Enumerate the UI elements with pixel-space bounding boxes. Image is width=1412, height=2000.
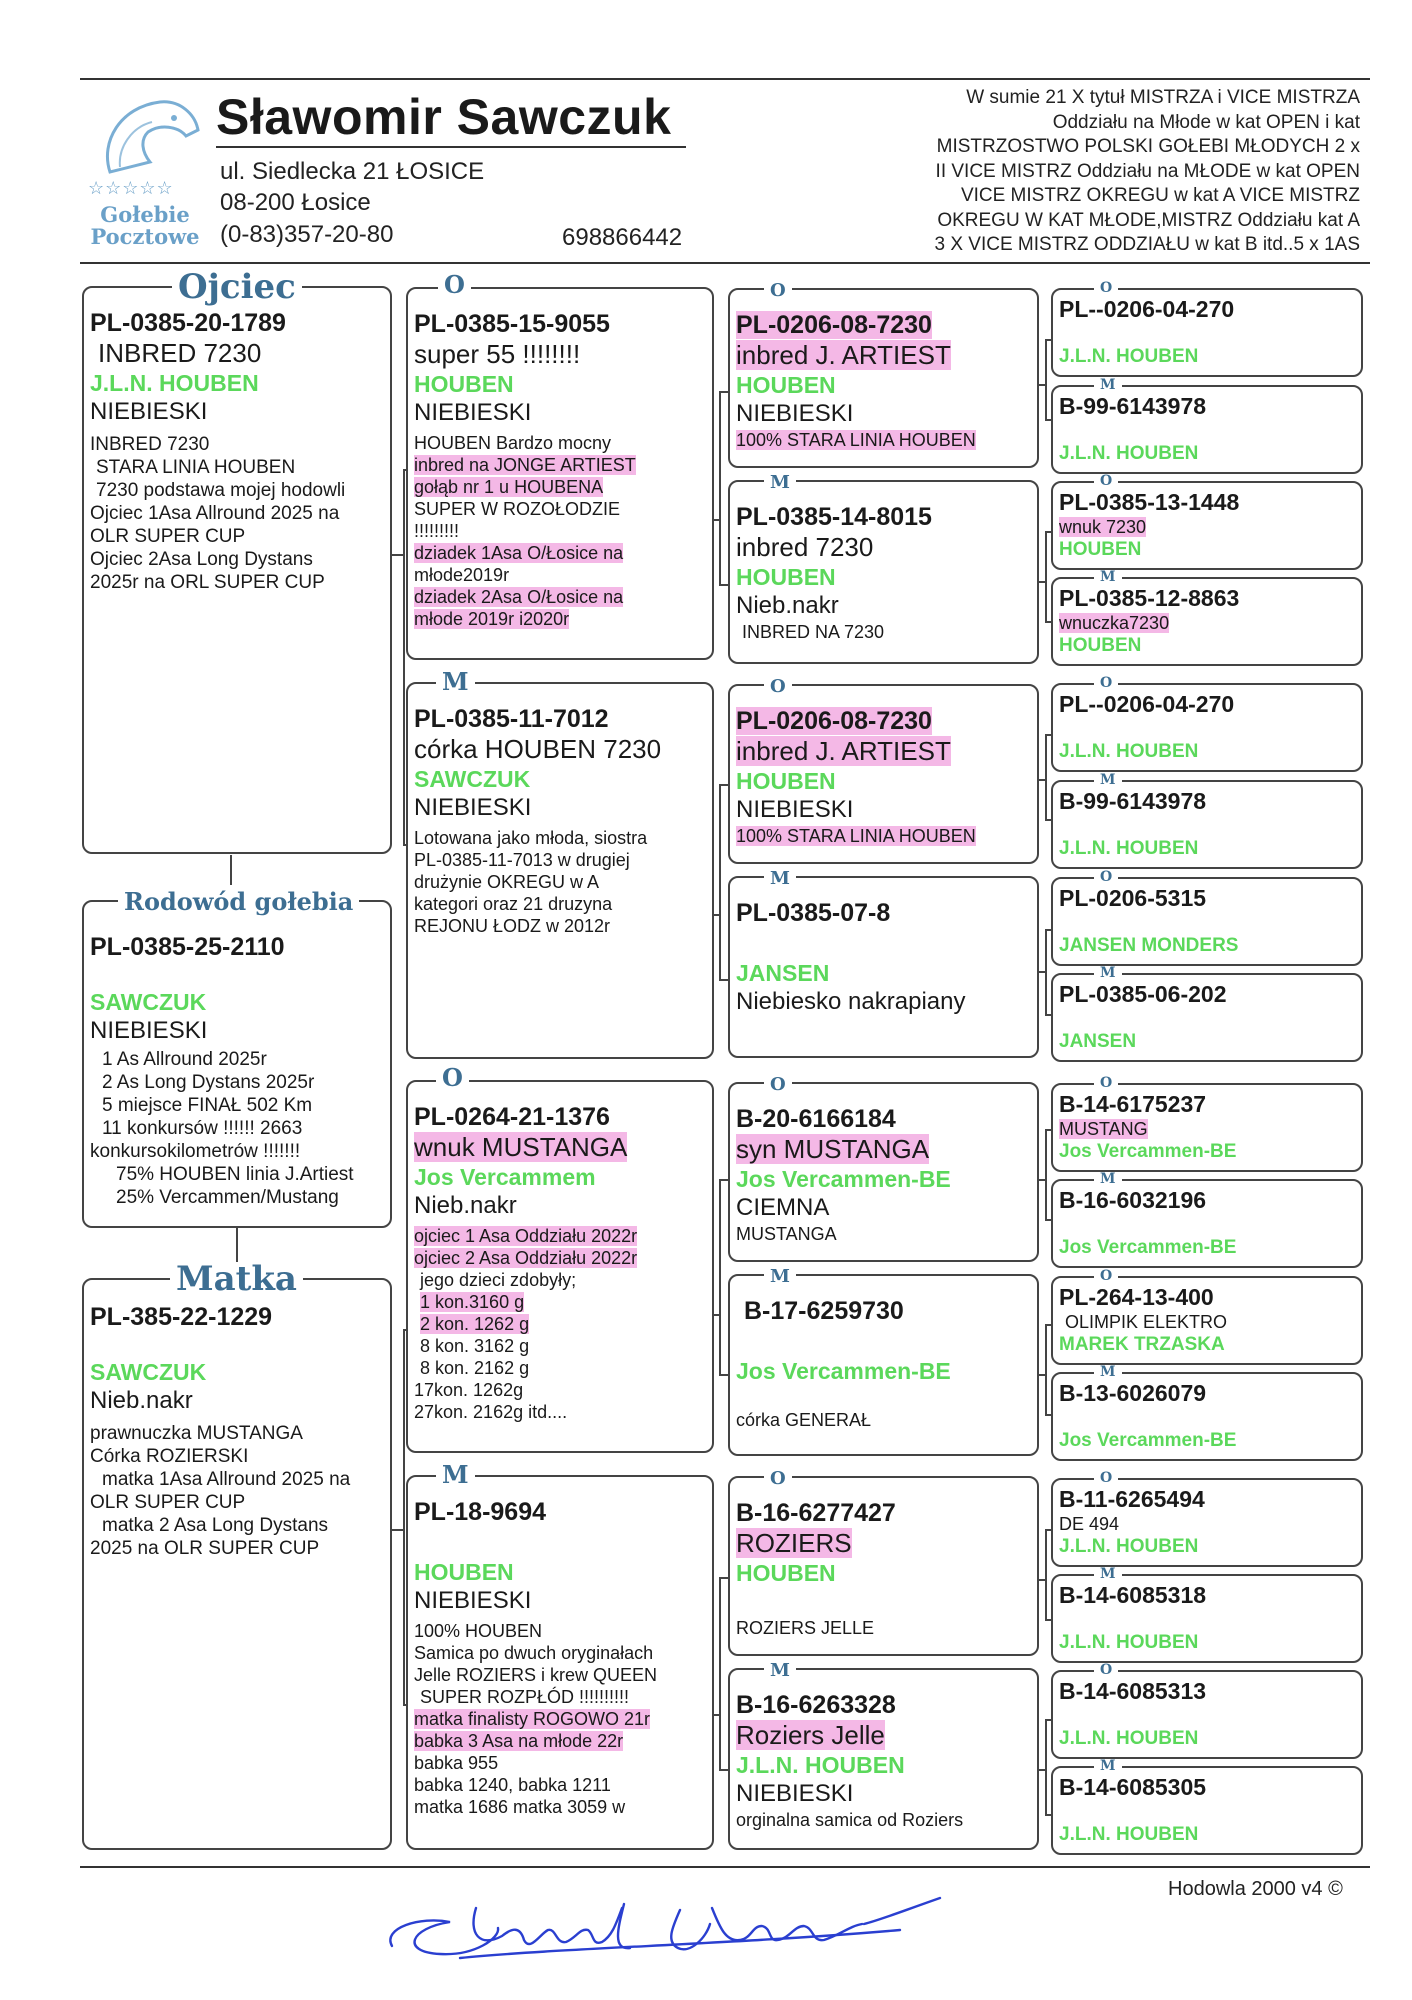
father-caption: Ojciec	[172, 270, 302, 304]
grandsire-maternal-description: ojciec 1 Asa Oddziału 2022r ojciec 2 Asa Oddziału 2022r jego dzieci zdobyły; 1 kon.3160 g 2 kon. 1262 g 8 kon. 3162 g 8 kon. 2162 g 17kon. 1262g 27kon. 2162g itd....	[414, 1226, 638, 1422]
breeder-mobile: 698866442	[562, 224, 683, 251]
subject-card[interactable]	[82, 900, 392, 1228]
ggg-note-8	[1059, 1008, 1355, 1030]
granddam-paternal-ring: PL-0385-11-7012	[414, 705, 609, 733]
ggg-2-m-label: M	[1094, 378, 1122, 392]
ggg-ring-2: B-99-6143978	[1059, 393, 1207, 419]
ggg-ring-4: PL-0385-12-8863	[1059, 585, 1240, 611]
ggg-4-m-label: M	[1094, 570, 1122, 584]
ggg-breed-7: JANSEN MONDERS	[1059, 935, 1239, 956]
ggg-ring-7: PL-0206-5315	[1059, 885, 1207, 911]
ggg-ring-9: B-14-6175237	[1059, 1091, 1207, 1117]
gg-breed-4: JANSEN	[736, 960, 830, 986]
gg-ring-1: PL-0206-08-7230	[736, 311, 932, 339]
ggg-16-m-label: M	[1094, 1759, 1122, 1773]
gg-breed-8: J.L.N. HOUBEN	[736, 1752, 905, 1778]
ggg-5-o-label: O	[1094, 676, 1118, 690]
ggg-card-10[interactable]	[1051, 1179, 1363, 1268]
ggg-breed-2: J.L.N. HOUBEN	[1059, 443, 1199, 464]
ggg-card-14[interactable]	[1051, 1574, 1363, 1663]
breeder-street: ul. Siedlecka 21 ŁOSICE	[220, 158, 485, 185]
ggg-breed-15: J.L.N. HOUBEN	[1059, 1728, 1199, 1749]
gg-ring-4: PL-0385-07-8	[736, 899, 891, 927]
gg-card-5[interactable]	[728, 1082, 1039, 1262]
ggg-card-5[interactable]	[1051, 683, 1363, 772]
ggg-breed-8: JANSEN	[1059, 1031, 1137, 1052]
ggg-breed-16: J.L.N. HOUBEN	[1059, 1824, 1199, 1845]
ggg-note-4: wnuczka7230	[1059, 613, 1170, 633]
grandsire-paternal-color: NIEBIESKI	[414, 399, 532, 426]
gg-card-4[interactable]	[728, 876, 1039, 1058]
grandsire-maternal-breed: Jos Vercammem	[414, 1164, 596, 1190]
grandsire-paternal-o-label: O	[438, 273, 471, 297]
ggg-card-16[interactable]	[1051, 1766, 1363, 1855]
granddam-maternal-description: 100% HOUBEN Samica po dwuch oryginałach Jelle ROZIERS i krew QUEEN SUPER ROZPŁÓD !!!!!!!!!! matka finalisty ROGOWO 21r babka 3 Asa na młode 22r babka 955 babka 1240, babka 1211 matka 1686 matka 3059 w	[414, 1621, 658, 1817]
gg-desc-3: 100% STARA LINIA HOUBEN	[736, 826, 976, 846]
gg-breed-6: Jos Vercammen-BE	[736, 1358, 951, 1384]
breeder-phone: (0-83)357-20-80	[220, 221, 394, 248]
ggg-8-m-label: M	[1094, 966, 1122, 980]
ggg-ring-13: B-11-6265494	[1059, 1486, 1205, 1512]
gg-ring-6: B-17-6259730	[744, 1297, 904, 1325]
gg-3-o-label: O	[764, 678, 792, 696]
ggg-ring-12: B-13-6026079	[1059, 1380, 1207, 1406]
gg-2-m-label: M	[764, 474, 796, 492]
grandsire-maternal-color: Nieb.nakr	[414, 1192, 517, 1219]
gg-color-8: NIEBIESKI	[736, 1780, 854, 1807]
granddam-maternal-breed: HOUBEN	[414, 1559, 514, 1585]
father-breed: J.L.N. HOUBEN	[90, 370, 259, 396]
logo-stars: ☆☆☆☆☆	[88, 178, 174, 198]
gg-breed-2: HOUBEN	[736, 564, 836, 590]
gg-name-8: Roziers Jelle	[736, 1720, 885, 1750]
granddam-maternal-color: NIEBIESKI	[414, 1587, 532, 1614]
ggg-note-14	[1059, 1609, 1355, 1631]
mother-card[interactable]	[82, 1278, 392, 1850]
gg-color-5: CIEMNA	[736, 1194, 830, 1221]
ggg-ring-8: PL-0385-06-202	[1059, 981, 1227, 1007]
ggg-card-1[interactable]	[1051, 288, 1363, 377]
achievements: W sumie 21 X tytuł MISTRZA i VICE MISTRZA Oddziału na Młode w kat OPEN i kat MISTRZOSTWO POLSKI GOŁEBI MŁODYCH 2 x II VICE MISTRZ Oddziału na MŁODE w kat OPEN VICE MISTRZ OKREGU w kat A VICE MISTRZ OKREGU W KAT MŁODE,MISTRZ Oddziału kat A 3 X VICE MISTRZ ODDZIAŁU w kat B itd..5 x 1AS	[934, 87, 1360, 255]
ggg-breed-14: J.L.N. HOUBEN	[1059, 1632, 1199, 1653]
ggg-12-m-label: M	[1094, 1365, 1122, 1379]
mother-description: prawnuczka MUSTANGA Córka ROZIERSKI matka 1Asa Allround 2025 na OLR SUPER CUP matka 2 Asa Long Dystans 2025 na OLR SUPER CUP	[90, 1423, 351, 1559]
ggg-card-3[interactable]	[1051, 481, 1363, 570]
ggg-note-15	[1059, 1705, 1355, 1727]
ggg-breed-13: J.L.N. HOUBEN	[1059, 1536, 1199, 1557]
gg-color-6	[736, 1385, 1031, 1409]
granddam-paternal-m-label: M	[436, 670, 475, 694]
gg-ring-3: PL-0206-08-7230	[736, 707, 932, 735]
gg-breed-5: Jos Vercammen-BE	[736, 1166, 951, 1192]
gg-card-2[interactable]	[728, 480, 1039, 664]
ggg-breed-6: J.L.N. HOUBEN	[1059, 838, 1199, 859]
father-description: INBRED 7230 STARA LINIA HOUBEN 7230 podstawa mojej hodowli Ojciec 1Asa Allround 2025 na OLR SUPER CUP Ojciec 2Asa Long Dystans 2025r na ORL SUPER CUP	[90, 434, 346, 593]
ggg-note-13: DE 494	[1059, 1514, 1120, 1534]
handwritten-signature	[380, 1868, 980, 1968]
ggg-card-13[interactable]	[1051, 1478, 1363, 1567]
ggg-ring-14: B-14-6085318	[1059, 1582, 1207, 1608]
ggg-ring-11: PL-264-13-400	[1059, 1284, 1214, 1310]
ggg-14-m-label: M	[1094, 1567, 1122, 1581]
grandsire-maternal-card[interactable]	[406, 1080, 714, 1453]
ggg-ring-1: PL--0206-04-270	[1059, 296, 1235, 322]
ggg-9-o-label: O	[1094, 1076, 1118, 1090]
grandsire-paternal-card[interactable]	[406, 287, 714, 660]
father-color: NIEBIESKI	[90, 398, 208, 425]
granddam-paternal-description: Lotowana jako młoda, siostra PL-0385-11-7013 w drugiej drużynie OKREGU w A kategori oraz 21 druzyna REJONU ŁODZ w 2012r	[414, 828, 648, 936]
gg-color-2: Nieb.nakr	[736, 592, 839, 619]
grandsire-paternal-breed: HOUBEN	[414, 371, 514, 397]
gg-card-6[interactable]	[728, 1274, 1039, 1456]
ggg-card-11[interactable]	[1051, 1276, 1363, 1365]
gg-6-m-label: M	[764, 1268, 796, 1286]
gg-breed-3: HOUBEN	[736, 768, 836, 794]
ggg-note-7	[1059, 912, 1355, 934]
gg-card-1[interactable]	[728, 288, 1039, 468]
ggg-note-1	[1059, 323, 1355, 345]
father-card[interactable]	[82, 286, 392, 854]
gg-4-m-label: M	[764, 870, 796, 888]
ggg-breed-12: Jos Vercammen-BE	[1059, 1430, 1237, 1451]
gg-7-o-label: O	[764, 1470, 792, 1488]
gg-name-1: inbred J. ARTIEST	[736, 340, 951, 370]
grandsire-maternal-ring: PL-0264-21-1376	[414, 1103, 610, 1131]
gg-color-3: NIEBIESKI	[736, 796, 854, 823]
gg-desc-2: INBRED NA 7230	[742, 622, 885, 642]
ggg-6-m-label: M	[1094, 773, 1122, 787]
ggg-card-6[interactable]	[1051, 780, 1363, 869]
gg-ring-7: B-16-6277427	[736, 1499, 896, 1527]
software-version: Hodowla 2000 v4 ©	[1168, 1878, 1343, 1900]
ggg-note-9: MUSTANG	[1059, 1119, 1148, 1139]
ggg-ring-16: B-14-6085305	[1059, 1774, 1207, 1800]
ggg-card-8[interactable]	[1051, 973, 1363, 1062]
grandsire-maternal-o-label: O	[436, 1066, 469, 1090]
gg-desc-8: orginalna samica od Roziers	[736, 1810, 964, 1830]
breeder-name: Sławomir Sawczuk	[216, 89, 672, 145]
ggg-1-o-label: O	[1094, 281, 1118, 295]
gg-desc-7: ROZIERS JELLE	[736, 1618, 875, 1638]
gg-ring-2: PL-0385-14-8015	[736, 503, 932, 531]
ggg-10-m-label: M	[1094, 1172, 1122, 1186]
ggg-breed-10: Jos Vercammen-BE	[1059, 1237, 1237, 1258]
ggg-note-16	[1059, 1801, 1355, 1823]
gg-5-o-label: O	[764, 1076, 792, 1094]
father-name: INBRED 7230	[98, 338, 262, 368]
ggg-ring-5: PL--0206-04-270	[1059, 691, 1235, 717]
granddam-maternal-card[interactable]	[406, 1475, 714, 1850]
mother-caption: Matka	[170, 1262, 303, 1296]
subject-ring: PL-0385-25-2110	[90, 933, 285, 961]
ggg-note-11: OLIMPIK ELEKTRO	[1065, 1312, 1228, 1332]
granddam-paternal-card[interactable]	[406, 682, 714, 1059]
pedigree-caption: Rodowód gołebia	[118, 890, 359, 914]
grandsire-paternal-ring: PL-0385-15-9055	[414, 310, 610, 338]
gg-color-7	[736, 1587, 1031, 1617]
ggg-note-12	[1059, 1407, 1355, 1429]
gg-name-5: syn MUSTANGA	[736, 1134, 930, 1164]
ggg-ring-10: B-16-6032196	[1059, 1187, 1207, 1213]
gg-breed-7: HOUBEN	[736, 1560, 836, 1586]
gg-color-4: Niebiesko nakrapiany	[736, 988, 966, 1015]
subject-description: 1 As Allround 2025r 2 As Long Dystans 2025r 5 miejsce FINAŁ 502 Km 11 konkursów !!!!!! 2663 konkursokilometrów !!!!!!! 75% HOUBEN linia J.Artiest 25% Vercammen/Mustang	[90, 1049, 354, 1208]
gg-card-8[interactable]	[728, 1668, 1039, 1850]
gg-ring-5: B-20-6166184	[736, 1105, 896, 1133]
granddam-paternal-breed: SAWCZUK	[414, 766, 531, 792]
ggg-card-2[interactable]	[1051, 385, 1363, 474]
granddam-maternal-m-label: M	[436, 1463, 475, 1487]
logo-text-line1: Gołebie	[100, 202, 190, 227]
mother-color: Nieb.nakr	[90, 1387, 193, 1414]
ggg-card-9[interactable]	[1051, 1083, 1363, 1172]
gg-card-3[interactable]	[728, 684, 1039, 864]
ggg-breed-3: HOUBEN	[1059, 539, 1142, 560]
grandsire-paternal-name: super 55 !!!!!!!!	[414, 339, 581, 369]
gg-card-7[interactable]	[728, 1476, 1039, 1656]
ggg-breed-9: Jos Vercammen-BE	[1059, 1141, 1237, 1162]
gg-desc-1: 100% STARA LINIA HOUBEN	[736, 430, 976, 450]
ggg-11-o-label: O	[1094, 1269, 1118, 1283]
ggg-note-10	[1059, 1214, 1355, 1236]
gg-1-o-label: O	[764, 282, 792, 300]
ggg-7-o-label: O	[1094, 870, 1118, 884]
gg-desc-5: MUSTANGA	[736, 1224, 837, 1244]
gg-name-4	[736, 928, 1031, 959]
gg-desc-6: córka GENERAŁ	[736, 1410, 872, 1430]
grandsire-maternal-name: wnuk MUSTANGA	[414, 1132, 628, 1162]
gg-ring-8: B-16-6263328	[736, 1691, 896, 1719]
subject-color: NIEBIESKI	[90, 1017, 208, 1044]
logo-text-line2: Pocztowe	[90, 224, 200, 249]
ggg-3-o-label: O	[1094, 474, 1118, 488]
ggg-note-5	[1059, 718, 1355, 740]
breeder-city: 08-200 Łosice	[220, 189, 371, 216]
ggg-breed-5: J.L.N. HOUBEN	[1059, 741, 1199, 762]
gg-name-6	[736, 1326, 1031, 1357]
ggg-15-o-label: O	[1094, 1663, 1118, 1677]
gg-breed-1: HOUBEN	[736, 372, 836, 398]
ggg-note-3: wnuk 7230	[1059, 517, 1147, 537]
ggg-breed-1: J.L.N. HOUBEN	[1059, 346, 1199, 367]
ggg-card-12[interactable]	[1051, 1372, 1363, 1461]
gg-8-m-label: M	[764, 1662, 796, 1680]
mother-ring: PL-385-22-1229	[90, 1303, 273, 1331]
subject-breed: SAWCZUK	[90, 989, 207, 1015]
granddam-paternal-name: córka HOUBEN 7230	[414, 734, 662, 764]
gg-color-1: NIEBIESKI	[736, 400, 854, 427]
ggg-note-2	[1059, 420, 1355, 442]
grandsire-paternal-description: HOUBEN Bardzo mocny inbred na JONGE ARTIEST gołąb nr 1 u HOUBENA SUPER W ROZOŁODZIE !!!!!!!!! dziadek 1Asa O/Łosice na młode2019r dziadek 2Asa O/Łosice na młode 2019r i2020r	[414, 433, 636, 629]
father-ring: PL-0385-20-1789	[90, 309, 286, 337]
ggg-13-o-label: O	[1094, 1471, 1118, 1485]
gg-name-7: ROZIERS	[736, 1528, 852, 1558]
ggg-ring-3: PL-0385-13-1448	[1059, 489, 1240, 515]
granddam-paternal-color: NIEBIESKI	[414, 794, 532, 821]
ggg-breed-4: HOUBEN	[1059, 635, 1142, 656]
granddam-maternal-ring: PL-18-9694	[414, 1498, 547, 1526]
mother-breed: SAWCZUK	[90, 1359, 207, 1385]
ggg-note-6	[1059, 815, 1355, 837]
ggg-ring-6: B-99-6143978	[1059, 788, 1207, 814]
ggg-card-15[interactable]	[1051, 1670, 1363, 1759]
ggg-ring-15: B-14-6085313	[1059, 1678, 1207, 1704]
ggg-card-7[interactable]	[1051, 877, 1363, 966]
ggg-breed-11: MAREK TRZASKA	[1059, 1334, 1225, 1355]
gg-name-3: inbred J. ARTIEST	[736, 736, 951, 766]
ggg-card-4[interactable]	[1051, 577, 1363, 666]
gg-name-2: inbred 7230	[736, 532, 874, 562]
